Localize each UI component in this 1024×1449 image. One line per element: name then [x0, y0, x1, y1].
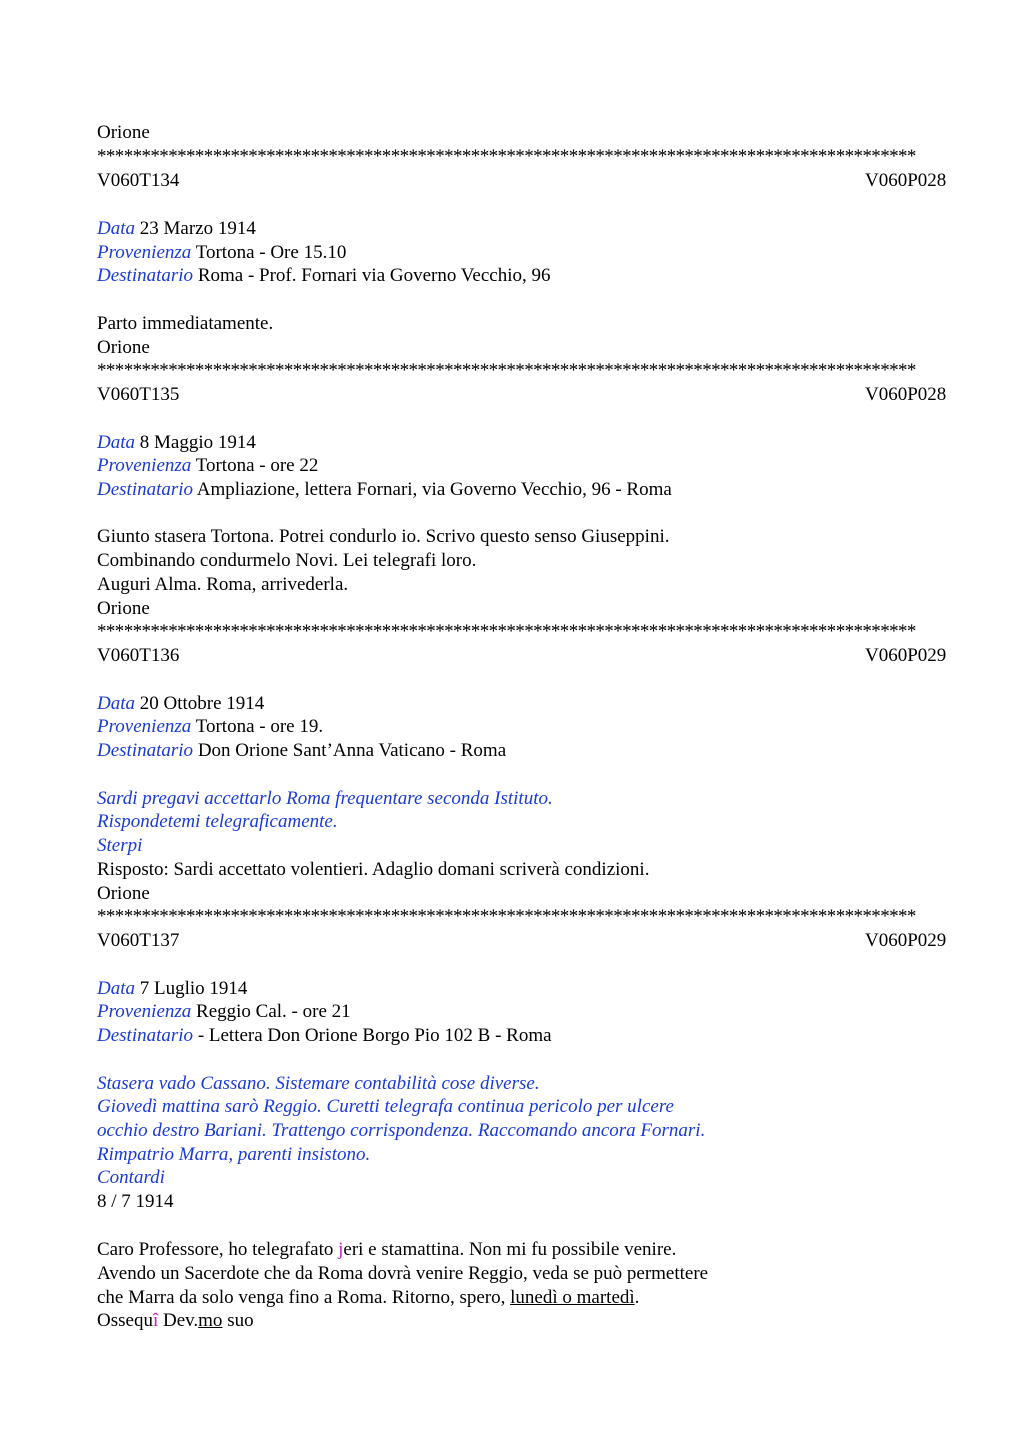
destinatario-line [97, 478, 927, 502]
provenienza-value: Tortona - ore 19. [191, 716, 324, 737]
provenienza-line [97, 1000, 927, 1024]
destinatario-value: Don Orione Sant’Anna Vaticano - Roma [193, 740, 507, 761]
signature: Orione [97, 122, 150, 143]
signature: Orione [97, 598, 150, 619]
data-line [97, 217, 927, 241]
entry-code: V060T137 [97, 930, 180, 951]
entry-header [97, 929, 947, 953]
entry-code: V060T135 [97, 384, 180, 405]
destinatario-line [97, 264, 927, 288]
message-signature: Contardi [97, 1167, 165, 1188]
body-line: Parto immediatamente. [97, 313, 274, 334]
entry-header [97, 383, 947, 407]
letter-text: Caro Professore, ho telegrafato [97, 1239, 339, 1260]
highlighted-letter: j [338, 1239, 344, 1260]
separator: ******************************************************************************************** [97, 621, 916, 642]
data-value: 8 Maggio 1914 [135, 432, 256, 453]
message-line: Sardi pregavi accettarlo Roma frequentare seconda Istituto. [97, 788, 553, 809]
message-signature: Sterpi [97, 835, 143, 856]
data-value: 7 Luglio 1914 [135, 978, 248, 999]
provenienza-label: Provenienza [97, 242, 192, 263]
page-code: V060P029 [865, 930, 947, 951]
letter-line [97, 1238, 927, 1262]
provenienza-value: Tortona - Ore 15.10 [191, 242, 347, 263]
destinatario-value: - Lettera Don Orione Borgo Pio 102 B - Roma [193, 1025, 552, 1046]
provenienza-value: Reggio Cal. - ore 21 [191, 1001, 351, 1022]
provenienza-label: Provenienza [97, 1001, 192, 1022]
destinatario-value: Roma - Prof. Fornari via Governo Vecchio, 96 [193, 265, 551, 286]
provenienza-label: Provenienza [97, 455, 192, 476]
message-line: occhio destro Bariani. Trattengo corrispondenza. Raccomando ancora Fornari. [97, 1120, 706, 1141]
provenienza-line [97, 241, 927, 265]
data-value: 20 Ottobre 1914 [135, 693, 265, 714]
message-line: Giovedì mattina sarò Reggio. Curetti telegrafa continua pericolo per ulcere [97, 1096, 674, 1117]
provenienza-label: Provenienza [97, 716, 192, 737]
entry-header [97, 169, 947, 193]
letter-text: . [634, 1287, 640, 1308]
separator: ******************************************************************************************** [97, 146, 916, 167]
separator: ******************************************************************************************** [97, 360, 916, 381]
signature: Orione [97, 883, 150, 904]
letter-line [97, 1309, 927, 1333]
destinatario-label: Destinatario [97, 740, 194, 761]
entry-header [97, 644, 947, 668]
letter-text: che Marra da solo venga fino a Roma. Ritorno, spero, [97, 1287, 511, 1308]
provenienza-line [97, 454, 927, 478]
data-value: 23 Marzo 1914 [135, 218, 256, 239]
letter-text: suo [222, 1310, 254, 1331]
provenienza-line [97, 715, 927, 739]
letter-line: Avendo un Sacerdote che da Roma dovrà venire Reggio, veda se può permettere [97, 1263, 709, 1284]
letter-text: Ossequ [97, 1310, 153, 1331]
data-line [97, 431, 927, 455]
message-line: Rimpatrio Marra, parenti insistono. [97, 1144, 371, 1165]
data-label: Data [97, 432, 135, 453]
page-code: V060P028 [865, 384, 947, 405]
highlighted-letter: î [152, 1310, 159, 1331]
body-line: Auguri Alma. Roma, arrivederla. [97, 574, 349, 595]
destinatario-value: Ampliazione, lettera Fornari, via Governo Vecchio, 96 - Roma [193, 479, 672, 500]
message-line: Stasera vado Cassano. Sistemare contabilità cose diverse. [97, 1073, 540, 1094]
body-line: Combinando condurmelo Novi. Lei telegrafi loro. [97, 550, 477, 571]
provenienza-value: Tortona - ore 22 [191, 455, 319, 476]
reply-line: Risposto: Sardi accettato volentieri. Adaglio domani scriverà condizioni. [97, 859, 650, 880]
entry-code: V060T136 [97, 645, 180, 666]
destinatario-label: Destinatario [97, 479, 194, 500]
data-label: Data [97, 218, 135, 239]
letter-line [97, 1286, 927, 1310]
underlined-text: lunedì o martedì [510, 1287, 635, 1308]
destinatario-label: Destinatario [97, 1025, 194, 1046]
separator: ******************************************************************************************** [97, 906, 916, 927]
data-label: Data [97, 693, 135, 714]
signature: Orione [97, 337, 150, 358]
page-code: V060P028 [865, 170, 947, 191]
message-line: Rispondetemi telegraficamente. [97, 811, 338, 832]
page-code: V060P029 [865, 645, 947, 666]
destinatario-label: Destinatario [97, 265, 194, 286]
date-line: 8 / 7 1914 [97, 1191, 174, 1212]
data-label: Data [97, 978, 135, 999]
destinatario-line [97, 739, 927, 763]
letter-text: eri e stamattina. Non mi fu possibile venire. [343, 1239, 677, 1260]
body-line: Giunto stasera Tortona. Potrei condurlo io. Scrivo questo senso Giuseppini. [97, 526, 670, 547]
entry-code: V060T134 [97, 170, 180, 191]
letter-text: Dev. [158, 1310, 199, 1331]
underlined-text: mo [198, 1310, 223, 1331]
destinatario-line [97, 1024, 927, 1048]
data-line [97, 692, 927, 716]
data-line [97, 977, 927, 1001]
